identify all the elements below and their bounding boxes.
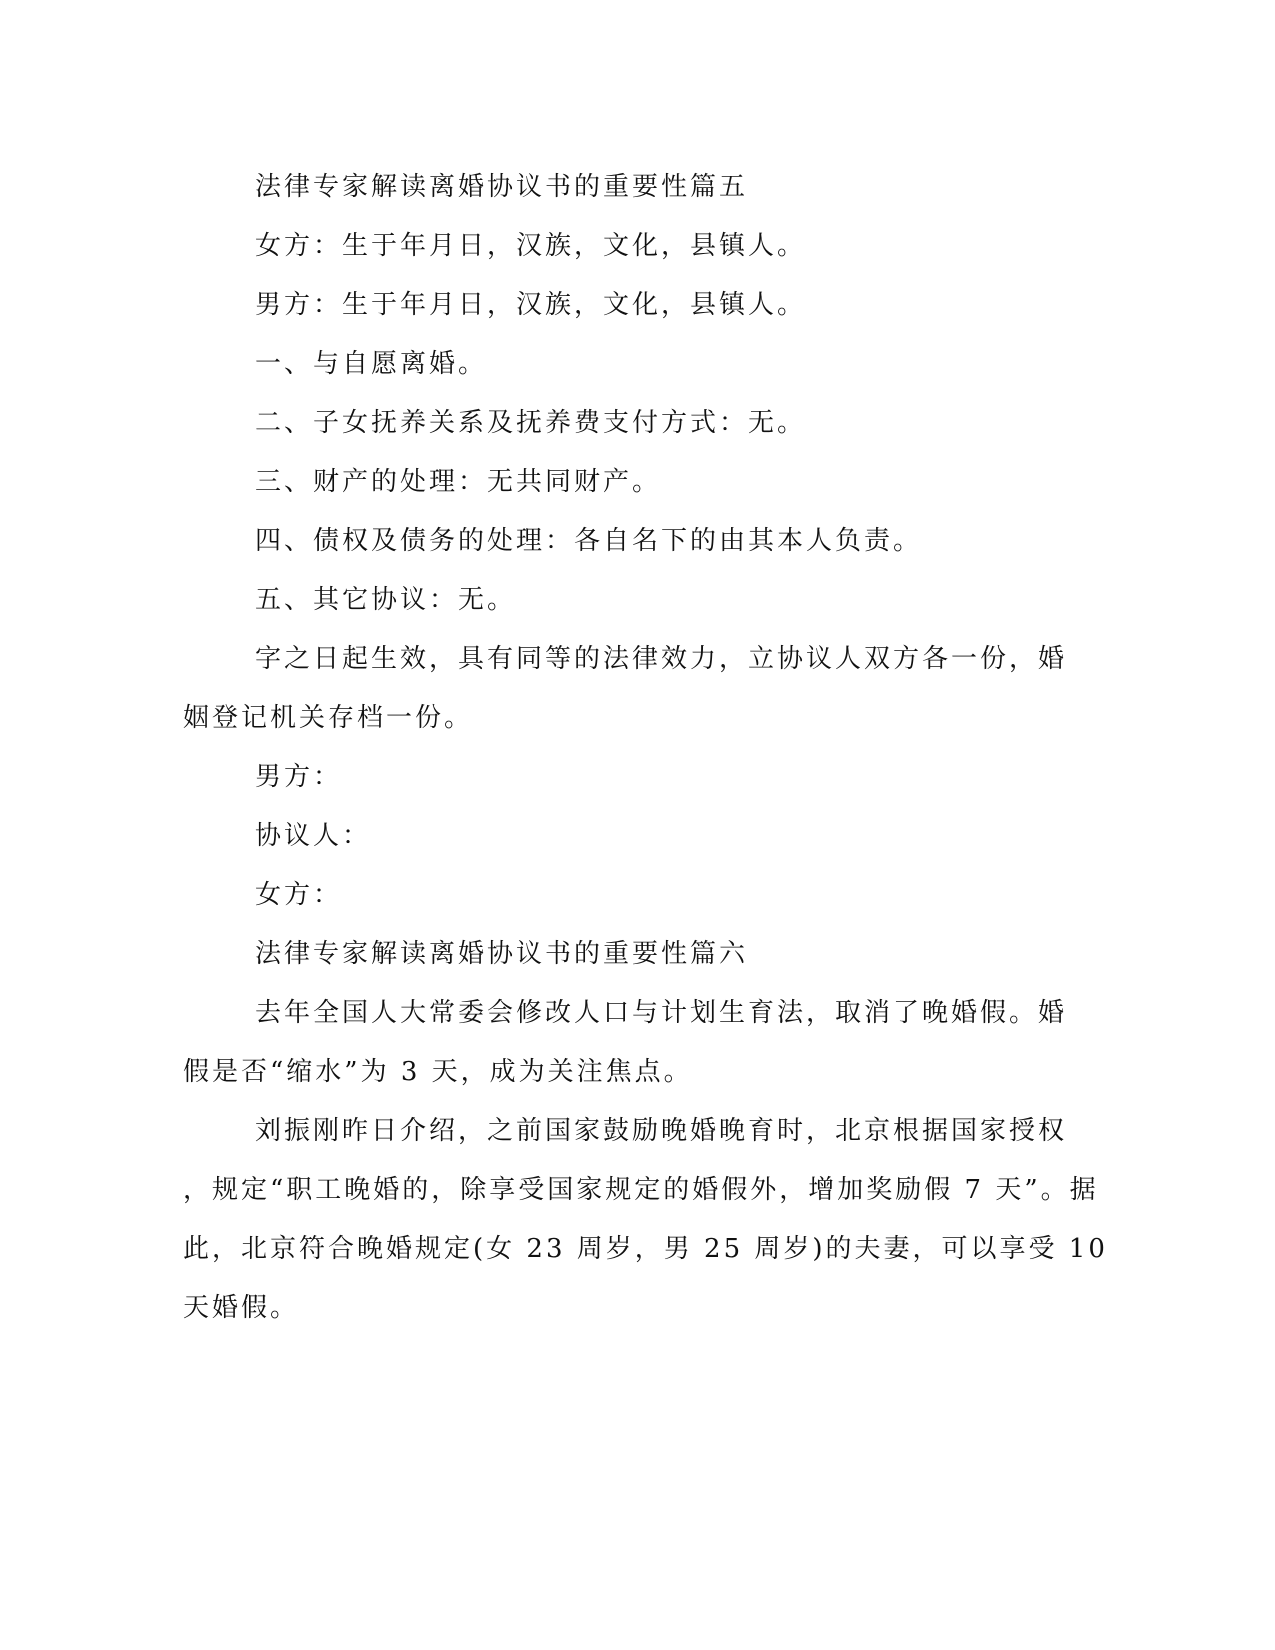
signature-female: 女方： bbox=[255, 880, 343, 910]
paragraph2-line-2: ，规定“职工晚婚的，除享受国家规定的婚假外，增加奖励假 7 天”。据 bbox=[183, 1175, 1099, 1205]
signature-male: 男方： bbox=[255, 762, 343, 792]
clause-3: 三、财产的处理：无共同财产。 bbox=[255, 467, 662, 497]
clause-4: 四、债权及债务的处理：各自名下的由其本人负责。 bbox=[255, 526, 923, 556]
effective-line-1: 字之日起生效，具有同等的法律效力，立协议人双方各一份，婚 bbox=[255, 644, 1068, 674]
paragraph1-line-1: 去年全国人大常委会修改人口与计划生育法，取消了晚婚假。婚 bbox=[255, 998, 1068, 1028]
paragraph1-line-2: 假是否“缩水”为 3 天，成为关注焦点。 bbox=[183, 1057, 693, 1087]
section5-title: 法律专家解读离婚协议书的重要性篇五 bbox=[255, 172, 749, 202]
clause-2: 二、子女抚养关系及抚养费支付方式：无。 bbox=[255, 408, 807, 438]
document-body bbox=[183, 158, 1108, 1338]
section6-title: 法律专家解读离婚协议书的重要性篇六 bbox=[255, 939, 749, 969]
clause-1: 一、与自愿离婚。 bbox=[255, 349, 488, 379]
clause-5: 五、其它协议：无。 bbox=[255, 585, 517, 615]
effective-line-2: 姻登记机关存档一份。 bbox=[183, 703, 474, 733]
female-info: 女方：生于年月日，汉族，文化，县镇人。 bbox=[255, 231, 807, 261]
male-info: 男方：生于年月日，汉族，文化，县镇人。 bbox=[255, 290, 807, 320]
paragraph2-line-1: 刘振刚昨日介绍，之前国家鼓励晚婚晚育时，北京根据国家授权 bbox=[255, 1116, 1068, 1146]
paragraph2-line-3: 此，北京符合晚婚规定(女 23 周岁，男 25 周岁)的夫妻，可以享受 10 bbox=[183, 1234, 1108, 1264]
paragraph2-line-4: 天婚假。 bbox=[183, 1293, 300, 1323]
signature-party: 协议人： bbox=[255, 821, 372, 851]
